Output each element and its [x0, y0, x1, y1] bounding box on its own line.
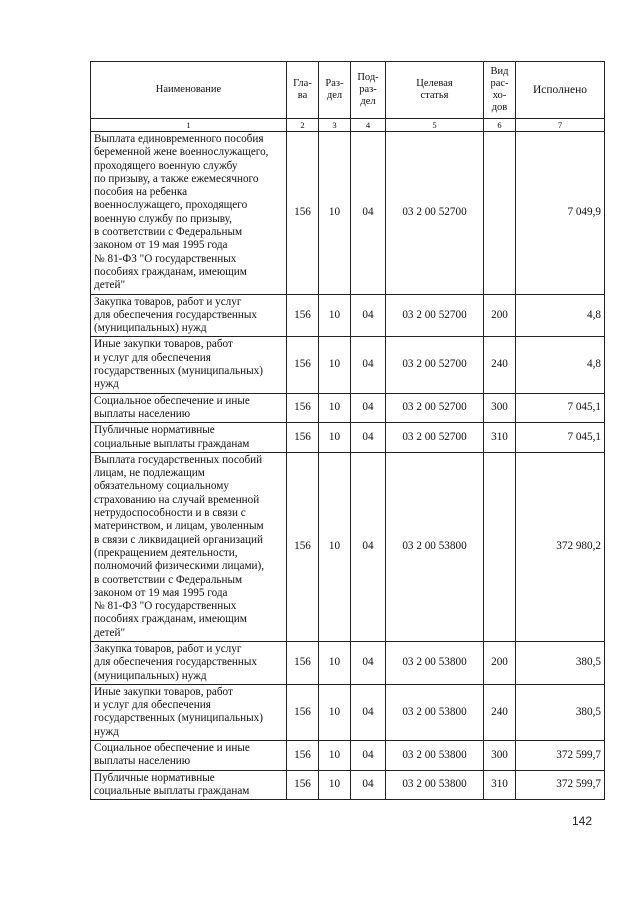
header-podrazdel: Под- раз- дел	[351, 62, 386, 119]
row-name: Выплата государственных пособий лицам, не подлежащим обязательному социальному страхованию на случай временной нетрудоспособности и в связи с материнством, и лицам, уволенным в связи с ликвидацией организаций (прекращением деятельности, полномочий физическими лицами), в соответствии с Федеральным законом от 19 мая 1995 года № 81-ФЗ "О государственных пособиях гражданам, имеющим детей"	[91, 452, 287, 641]
row-glava: 156	[287, 770, 319, 800]
row-name: Закупка товаров, работ и услуг для обеспечения государственных (муниципальных) нужд	[91, 641, 287, 684]
row-tselevaya-statya: 03 2 00 52700	[386, 337, 484, 393]
row-razdel: 10	[319, 770, 351, 800]
row-tselevaya-statya: 03 2 00 52700	[386, 423, 484, 453]
row-podrazdel: 04	[351, 132, 386, 295]
row-razdel: 10	[319, 294, 351, 337]
row-podrazdel: 04	[351, 294, 386, 337]
row-ispolneno: 7 049,9	[516, 132, 605, 295]
row-glava: 156	[287, 741, 319, 771]
row-ispolneno: 380,5	[516, 684, 605, 740]
row-podrazdel: 04	[351, 641, 386, 684]
row-vid-raskhodov: 200	[484, 641, 516, 684]
column-number: 1	[91, 119, 287, 132]
row-tselevaya-statya: 03 2 00 53800	[386, 770, 484, 800]
row-ispolneno: 7 045,1	[516, 393, 605, 423]
row-glava: 156	[287, 294, 319, 337]
row-vid-raskhodov	[484, 452, 516, 641]
row-vid-raskhodov: 200	[484, 294, 516, 337]
row-vid-raskhodov: 240	[484, 684, 516, 740]
table-row	[91, 770, 605, 800]
row-ispolneno: 380,5	[516, 641, 605, 684]
column-number: 4	[351, 119, 386, 132]
page-number: 142	[572, 814, 593, 828]
row-razdel: 10	[319, 641, 351, 684]
row-name: Закупка товаров, работ и услуг для обеспечения государственных (муниципальных) нужд	[91, 294, 287, 337]
row-vid-raskhodov: 310	[484, 770, 516, 800]
row-name: Публичные нормативные социальные выплаты гражданам	[91, 423, 287, 453]
row-name: Социальное обеспечение и иные выплаты населению	[91, 741, 287, 771]
table-row	[91, 641, 605, 684]
table-row	[91, 741, 605, 771]
row-vid-raskhodov	[484, 132, 516, 295]
header-tselevaya-statya: Целевая статья	[386, 62, 484, 119]
header-razdel: Раз- дел	[319, 62, 351, 119]
row-name: Иные закупки товаров, работ и услуг для обеспечения государственных (муниципальных) нужд	[91, 337, 287, 393]
column-number: 7	[516, 119, 605, 132]
table-row	[91, 337, 605, 393]
row-glava: 156	[287, 452, 319, 641]
column-number: 3	[319, 119, 351, 132]
row-razdel: 10	[319, 452, 351, 641]
row-tselevaya-statya: 03 2 00 52700	[386, 132, 484, 295]
row-glava: 156	[287, 337, 319, 393]
row-podrazdel: 04	[351, 770, 386, 800]
row-podrazdel: 04	[351, 452, 386, 641]
row-podrazdel: 04	[351, 741, 386, 771]
budget-table	[90, 61, 605, 800]
column-number: 2	[287, 119, 319, 132]
row-glava: 156	[287, 641, 319, 684]
header-name: Наименование	[91, 62, 287, 119]
row-ispolneno: 4,8	[516, 337, 605, 393]
row-vid-raskhodov: 300	[484, 393, 516, 423]
row-razdel: 10	[319, 132, 351, 295]
row-tselevaya-statya: 03 2 00 52700	[386, 294, 484, 337]
row-name: Выплата единовременного пособия беременной жене военнослужащего, проходящего военную службу по призыву, а также ежемесячного пособия на ребенка военнослужащего, проходящего военную службу по призыву, в соответствии с Федеральным законом от 19 мая 1995 года № 81-ФЗ "О государственных пособиях гражданам, имеющим детей"	[91, 132, 287, 295]
row-ispolneno: 372 980,2	[516, 452, 605, 641]
table-row	[91, 684, 605, 740]
row-glava: 156	[287, 393, 319, 423]
column-number: 6	[484, 119, 516, 132]
table-row	[91, 452, 605, 641]
row-name: Социальное обеспечение и иные выплаты населению	[91, 393, 287, 423]
row-glava: 156	[287, 132, 319, 295]
row-razdel: 10	[319, 741, 351, 771]
column-number: 5	[386, 119, 484, 132]
column-numbers-row	[91, 119, 605, 132]
row-ispolneno: 372 599,7	[516, 770, 605, 800]
row-ispolneno: 7 045,1	[516, 423, 605, 453]
row-tselevaya-statya: 03 2 00 52700	[386, 393, 484, 423]
header-vid-raskhodov: Вид рас- хо- дов	[484, 62, 516, 119]
row-podrazdel: 04	[351, 393, 386, 423]
row-vid-raskhodov: 240	[484, 337, 516, 393]
row-name: Публичные нормативные социальные выплаты гражданам	[91, 770, 287, 800]
table-row	[91, 132, 605, 295]
row-tselevaya-statya: 03 2 00 53800	[386, 452, 484, 641]
row-vid-raskhodov: 310	[484, 423, 516, 453]
header-glava: Гла- ва	[287, 62, 319, 119]
row-tselevaya-statya: 03 2 00 53800	[386, 684, 484, 740]
header-ispolneno: Исполнено	[516, 62, 605, 119]
row-tselevaya-statya: 03 2 00 53800	[386, 741, 484, 771]
row-glava: 156	[287, 423, 319, 453]
row-podrazdel: 04	[351, 684, 386, 740]
header-row	[91, 62, 605, 119]
row-razdel: 10	[319, 337, 351, 393]
row-razdel: 10	[319, 684, 351, 740]
table-row	[91, 294, 605, 337]
row-razdel: 10	[319, 423, 351, 453]
row-ispolneno: 372 599,7	[516, 741, 605, 771]
row-razdel: 10	[319, 393, 351, 423]
row-name: Иные закупки товаров, работ и услуг для обеспечения государственных (муниципальных) нужд	[91, 684, 287, 740]
table-row	[91, 393, 605, 423]
row-vid-raskhodov: 300	[484, 741, 516, 771]
row-tselevaya-statya: 03 2 00 53800	[386, 641, 484, 684]
row-podrazdel: 04	[351, 423, 386, 453]
row-podrazdel: 04	[351, 337, 386, 393]
table-row	[91, 423, 605, 453]
row-ispolneno: 4,8	[516, 294, 605, 337]
row-glava: 156	[287, 684, 319, 740]
